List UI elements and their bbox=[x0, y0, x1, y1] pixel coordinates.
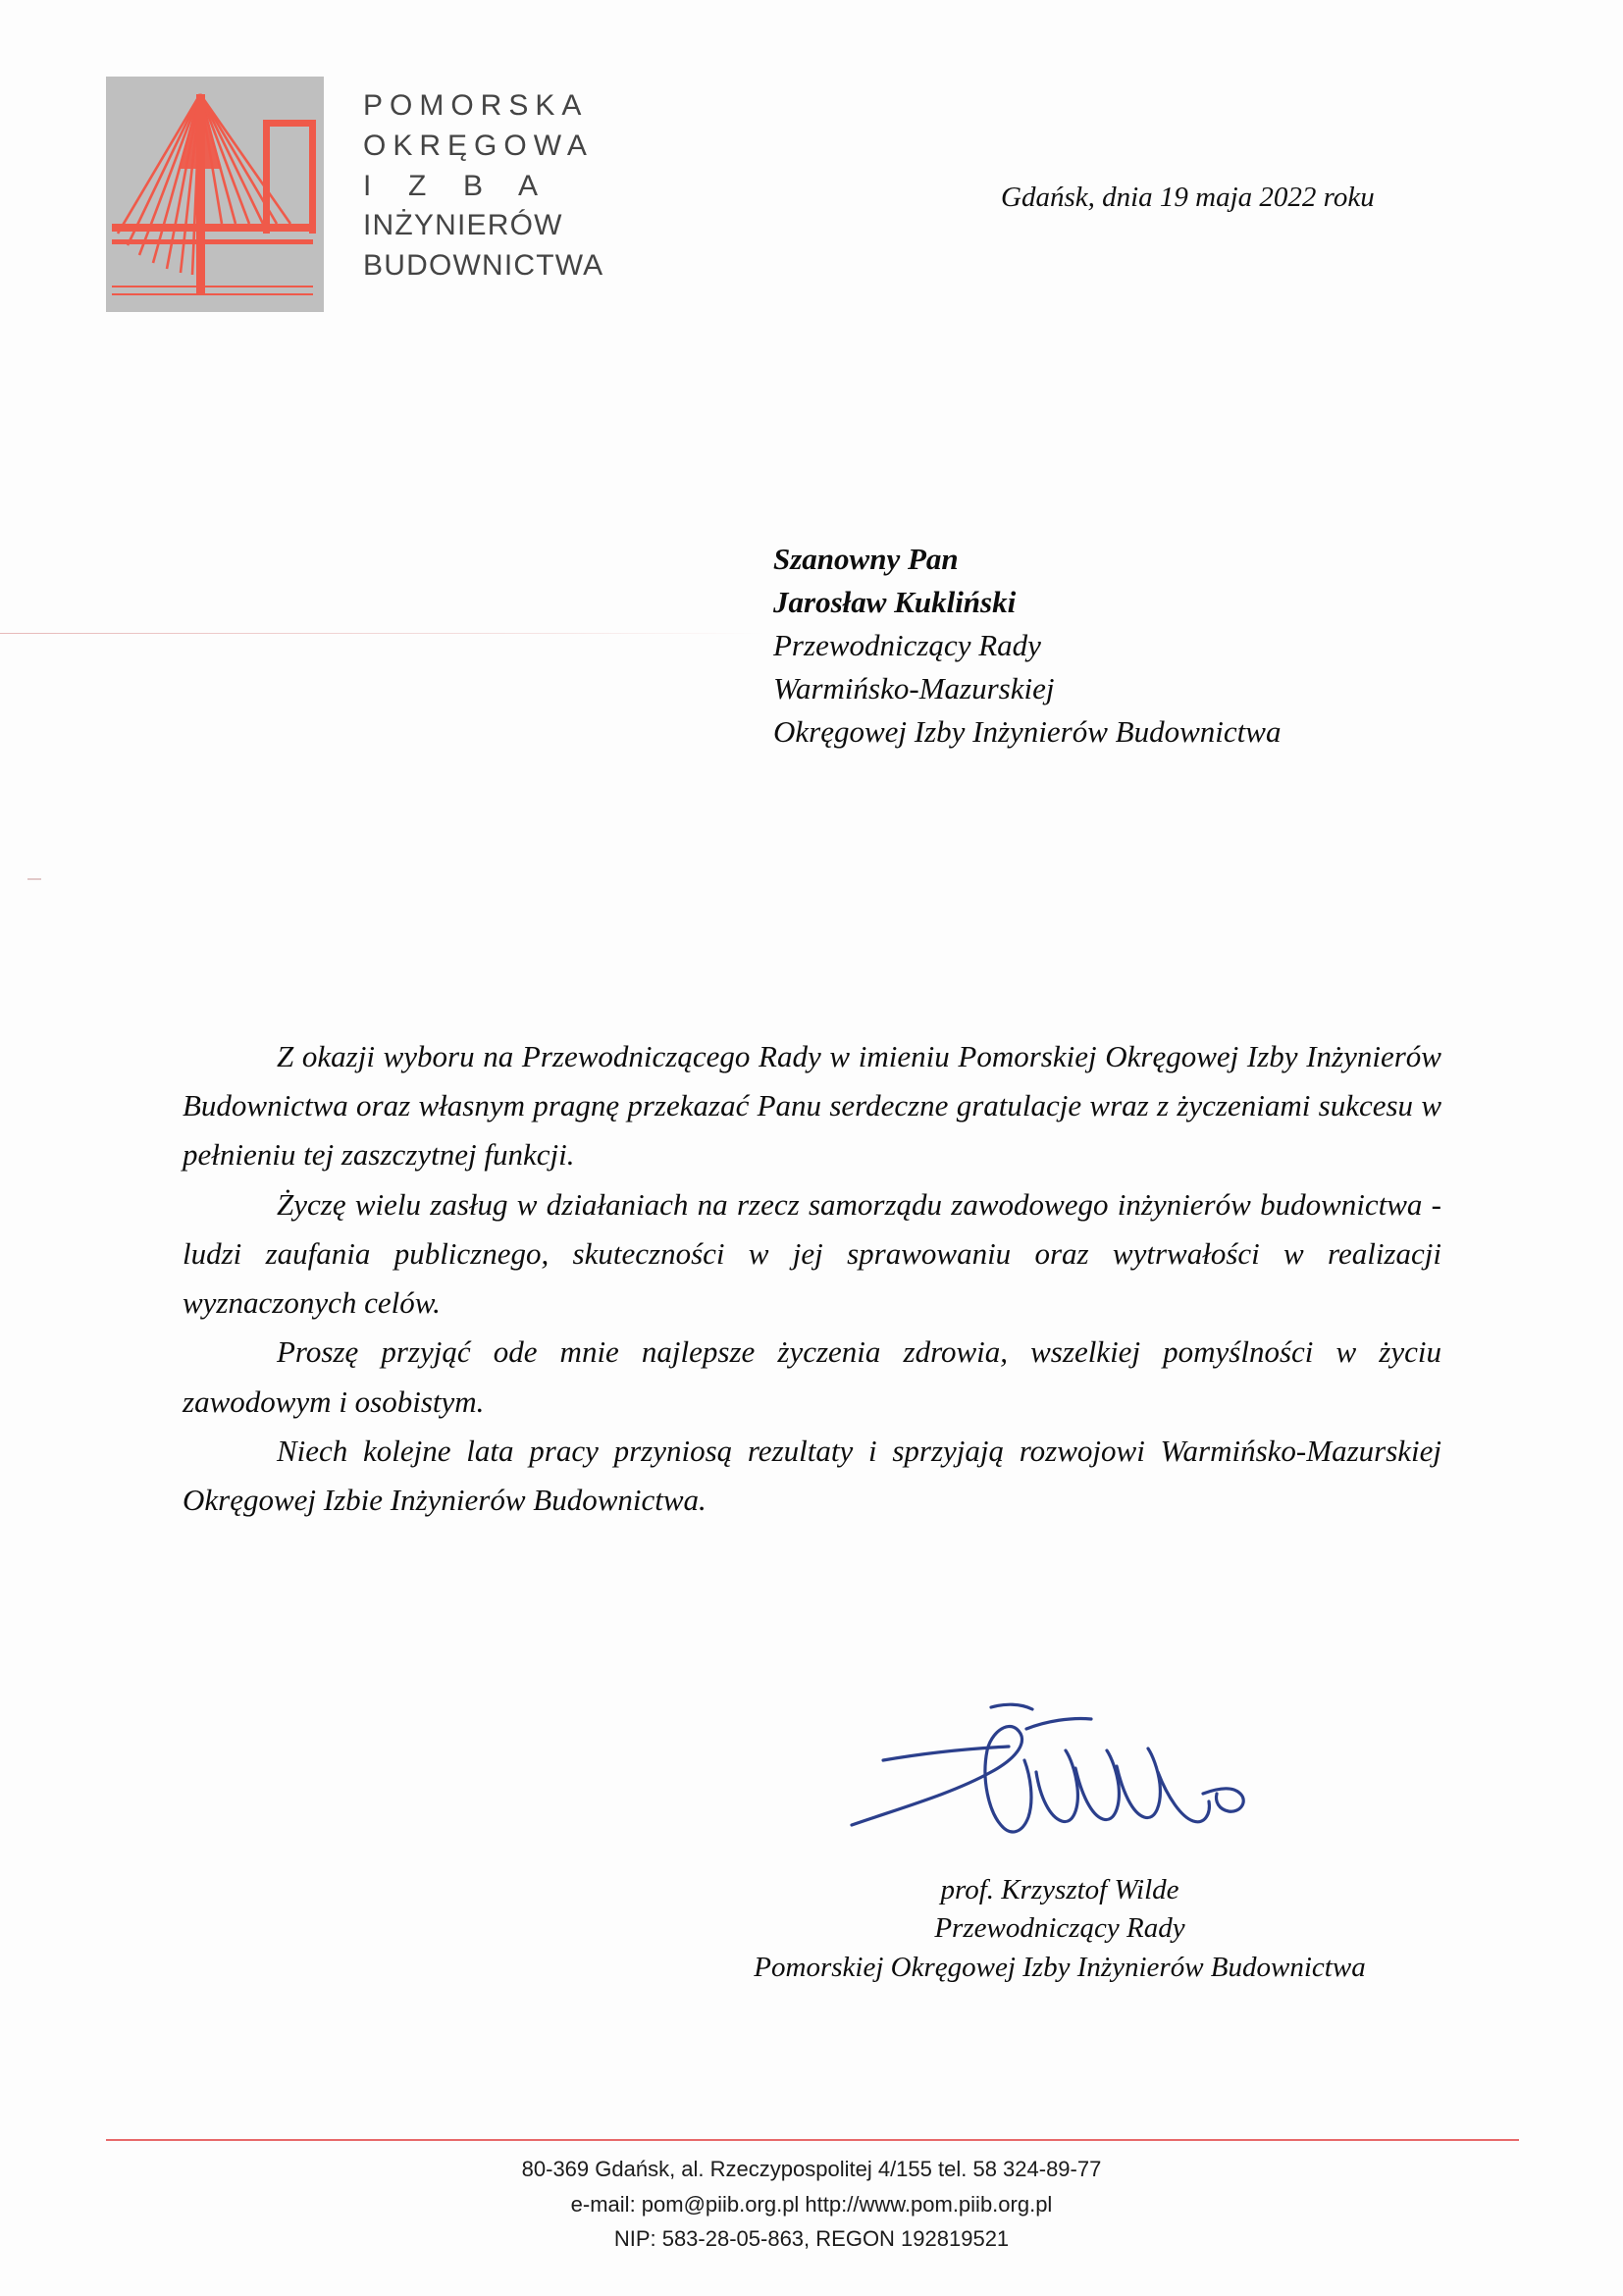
signature-organization: Pomorskiej Okręgowej Izby Inżynierów Budownictwa bbox=[754, 1951, 1366, 1983]
footer-tax-line: NIP: 583-28-05-863, REGON 192819521 bbox=[613, 2226, 1010, 2252]
body-paragraph-1: Z okazji wyboru na Przewodniczącego Rady w imieniu Pomorskiej Okręgowej Izby Inżynierów Budownictwa oraz własnym pragnę przekazać Panu serdeczne gratulacje wraz z życzeniami sukcesu w pełnieniu tej zaszczytnej funkcji. bbox=[183, 1039, 1441, 1173]
logo-line-3: I Z B A bbox=[363, 169, 546, 202]
logo-line-4: INŻYNIERÓW bbox=[363, 209, 563, 242]
footer-divider bbox=[106, 2139, 1519, 2141]
addressee-salutation: Szanowny Pan bbox=[773, 542, 959, 576]
logo-line-5: BUDOWNICTWA bbox=[363, 249, 604, 283]
signature-role: Przewodniczący Rady bbox=[934, 1912, 1185, 1945]
letterhead bbox=[106, 77, 603, 312]
letter-date: Gdańsk, dnia 19 maja 2022 roku bbox=[1001, 182, 1375, 213]
logo-line-1: POMORSKA bbox=[363, 89, 589, 122]
body-paragraph-3: Proszę przyjąć ode mnie najlepsze życzenia zdrowia, wszelkiej pomyślności w życiu zawodowym i osobistym. bbox=[183, 1334, 1441, 1419]
letter-body bbox=[183, 1032, 1441, 1525]
signature-name: prof. Krzysztof Wilde bbox=[940, 1874, 1179, 1905]
addressee-role: Przewodniczący Rady bbox=[773, 628, 1041, 663]
footer-contact bbox=[0, 2152, 1623, 2257]
footer-address-line: 80-369 Gdańsk, al. Rzeczypospolitej 4/155 tel. 58 324-89-77 bbox=[521, 2157, 1102, 2182]
addressee-name: Jarosław Kukliński bbox=[773, 585, 1017, 620]
addressee-organization: Okręgowej Izby Inżynierów Budownictwa bbox=[773, 714, 1282, 750]
addressee-block bbox=[773, 538, 1281, 754]
pomorska-oiib-logo-icon bbox=[106, 77, 324, 312]
logo-line-2: OKRĘGOWA bbox=[363, 129, 594, 162]
organization-name bbox=[363, 77, 603, 287]
body-paragraph-2: Życzę wielu zasług w działaniach na rzecz samorządu zawodowego inżynierów budownictwa - ludzi zaufania publicznego, skuteczności w jej sprawowaniu oraz wytrwałości w realizacji wyznaczonych celów. bbox=[183, 1186, 1441, 1321]
handwritten-signature-icon bbox=[844, 1678, 1256, 1879]
addressee-region: Warmińsko-Mazurskiej bbox=[773, 671, 1055, 706]
margin-rule-decoration bbox=[0, 633, 765, 634]
body-paragraph-4: Niech kolejne lata pracy przyniosą rezultaty i sprzyjają rozwojowi Warmińsko-Mazurskiej Okręgowej Izbie Inżynierów Budownictwa. bbox=[183, 1433, 1441, 1517]
signature-block bbox=[687, 1702, 1433, 1987]
margin-tick-decoration bbox=[27, 878, 41, 880]
footer-email-line: e-mail: pom@piib.org.pl http://www.pom.piib.org.pl bbox=[570, 2191, 1053, 2217]
